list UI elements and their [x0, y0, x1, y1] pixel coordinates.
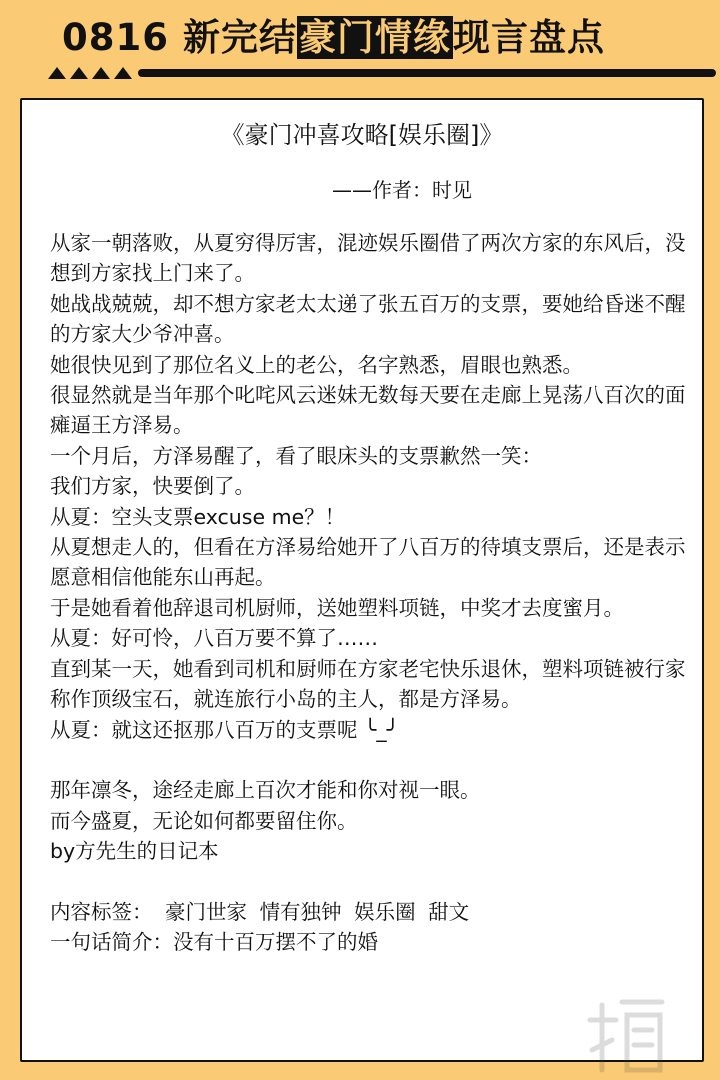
deco-triangle — [92, 67, 110, 79]
watermark-seal — [582, 990, 672, 1080]
title-date: 0816 — [62, 16, 169, 59]
deco-triangle — [114, 67, 132, 79]
title-before: 新完结 — [182, 16, 297, 59]
paragraph: 一个月后，方泽易醒了，看了眼床头的支票歉然一笑： — [50, 443, 542, 468]
paragraph: 从夏想走人的，但看在方泽易给她开了八百万的待填支票后，还是表示愿意相信他能东山再起。 — [50, 535, 686, 590]
paragraph: 她战战兢兢，却不想方家老太太递了张五百万的支票，要她给昏迷不醒的方家大少爷冲喜。 — [50, 291, 686, 347]
tag: 情有独钟 — [259, 899, 342, 924]
one-line-summary: 一句话简介：没有十百万摆不了的婚 — [50, 930, 378, 955]
paragraph: 很显然就是当年那个叱咤风云迷妹无数每天要在走廊上晃荡八百次的面瘫逼王方泽易。 — [50, 383, 686, 438]
spacer — [50, 745, 686, 775]
title-after: 现言盘点 — [452, 16, 605, 59]
diary-line: 而今盛夏，无论如何都要留住你。 — [50, 808, 358, 833]
spacer — [50, 867, 686, 897]
tag: 娱乐圈 — [354, 899, 416, 924]
page-title — [62, 12, 605, 64]
header — [0, 0, 720, 92]
deco-bar — [138, 69, 716, 77]
deco-triangle — [70, 67, 88, 79]
book-author: ——作者：时见 — [332, 178, 472, 202]
title-highlight: 豪门情缘 — [298, 16, 451, 59]
tag: 甜文 — [428, 899, 470, 924]
book-description — [50, 228, 686, 958]
paragraph: 从夏：就这还抠那八百万的支票呢 ╰_╯ — [50, 717, 399, 742]
paragraph: 直到某一天，她看到司机和厨师在方家老宅快乐退休，塑料项链被行家称作顶级宝石，就连旅行小岛的主人，都是方泽易。 — [50, 656, 686, 712]
tags-label: 内容标签： — [50, 899, 153, 924]
paragraph: 她很快见到了那位名义上的老公，名字熟悉，眉眼也熟悉。 — [50, 352, 583, 377]
paragraph: 我们方家，快要倒了。 — [50, 474, 255, 499]
paragraph: 于是她看着他辞退司机厨师，送她塑料项链，中奖才去度蜜月。 — [50, 595, 624, 620]
tag: 豪门世家 — [165, 899, 248, 924]
diary-signature: by方先生的日记本 — [50, 839, 219, 864]
content-tags — [50, 897, 686, 927]
paragraph: 从家一朝落败，从夏穷得厉害，混迹娱乐圈借了两次方家的东风后，没想到方家找上门来了。 — [50, 231, 686, 286]
diary-line: 那年凛冬，途经走廊上百次才能和你对视一眼。 — [50, 778, 481, 803]
book-card — [20, 98, 704, 1062]
deco-triangle — [48, 67, 66, 79]
header-decoration — [48, 67, 670, 79]
paragraph: 从夏：好可怜，八百万要不算了…… — [50, 626, 378, 651]
paragraph: 从夏：空头支票excuse me？！ — [50, 504, 346, 529]
book-title: 《豪门冲喜攻略[娱乐圈]》 — [220, 121, 504, 149]
